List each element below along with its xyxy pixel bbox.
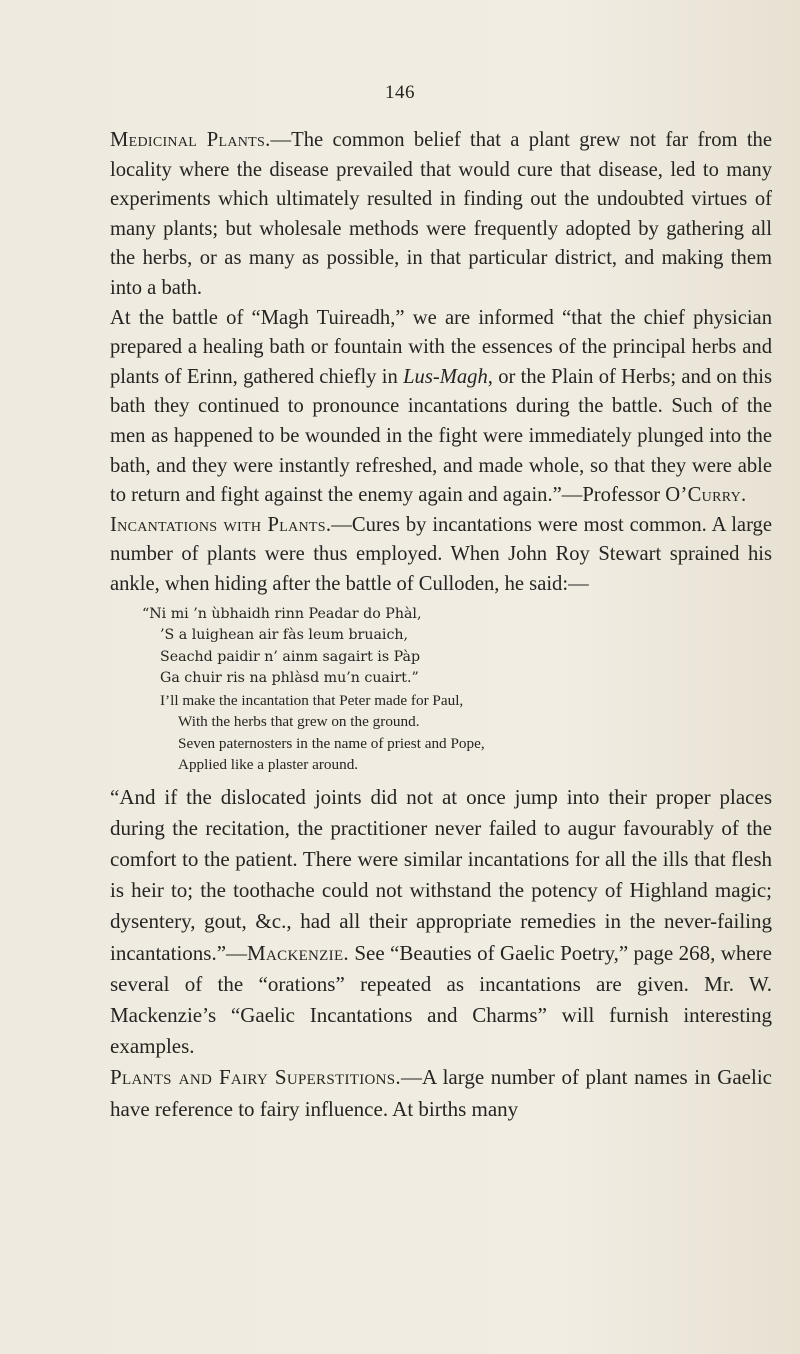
- verse-line-gaelic: ’S a luighean air fàs leum bruaich,: [160, 627, 409, 643]
- verse-line-english: With the herbs that grew on the ground.: [178, 713, 420, 730]
- paragraph-dislocated-joints: [110, 782, 772, 1063]
- paragraph-text: —A large number of plant names in Gaelic have reference to fairy influence. At births many: [110, 1065, 772, 1121]
- paragraph-text: —The common belief that a plant grew not far from the locality where the disease prevailed that would cure that disease, led to many experiments which ultimately resulted in finding out the undoubted virtues of many plants; but wholesale methods were frequently adopted by gathering all the herbs, or as many as possible, in that particular district, and making them into a bath.: [110, 129, 772, 299]
- section-heading: Medicinal Plants.: [110, 129, 271, 151]
- attribution: Mackenzie.: [247, 940, 349, 965]
- page-number: 146: [385, 82, 415, 103]
- paragraph-text: See “Beauties of Gaelic Poetry,” page 268, where several of the “orations” repeated as incantations are given. Mr. W. Mackenzie’s “Gaelic Incantations and Charms” will furnish interesting examples.: [110, 940, 772, 1059]
- page-body: [110, 126, 772, 1125]
- paragraph-text: —Cures by incantations were most common. A large number of plants were thus employed. When John Roy Stewart sprained his ankle, when hiding after the battle of Culloden, he said:—: [110, 513, 772, 595]
- verse-line-english: I’ll make the incantation that Peter made for Paul,: [160, 691, 464, 709]
- verse-line-gaelic: “Ni mi ’n ùbhaidh rinn Peadar do Phàl,: [142, 605, 422, 622]
- paragraph-text: , or the Plain of Herbs; and on this bath they continued to pronounce incantations during the battle. Such of the men as happened to be wounded in the fight were immediately plunged into the bath, and they were instantly refreshed, and made whole, so that they were able to return and fight against the enemy again and again.”—Professor: [110, 365, 772, 507]
- paragraph-text: At the battle of “Magh Tuireadh,” we are informed “that the chief physician prepared a healing bath or fountain with the essences of the principal herbs and plants of Erinn, gathered chiefly in: [110, 306, 772, 388]
- verse-line-english: Applied like a plaster around.: [178, 756, 359, 773]
- paragraph-magh-tuireadh: [110, 304, 772, 511]
- italic-place-name: Lus-Magh: [403, 365, 488, 388]
- paragraph-incantations: [110, 511, 772, 600]
- verse-line-gaelic: Seachd paidir n’ ainm sagairt is Pàp: [160, 648, 421, 665]
- paragraph-text: “And if the dislocated joints did not at once jump into their proper places during the recitation, the practitioner never failed to augur favourably of the comfort to the patient. There were similar incantations for all the ills that flesh is heir to; the toothache could not withstand the potency of Highland magic; dysentery, gout, &c., had all their appropriate remedies in the never-failing incantations.”—: [110, 784, 772, 965]
- paragraph-medicinal-plants: [110, 126, 772, 304]
- attribution: O’Curry.: [665, 484, 747, 507]
- section-heading: Incantations with Plants.: [110, 513, 332, 536]
- incantation-verse: [142, 604, 772, 776]
- section-heading: Plants and Fairy Superstitions.: [110, 1065, 401, 1090]
- verse-line-gaelic: Ga chuir ris na phlàsd mu’n cuairt.”: [160, 670, 419, 686]
- verse-line-english: Seven paternosters in the name of priest and Pope,: [178, 734, 485, 752]
- paragraph-fairy-superstitions: [110, 1062, 772, 1124]
